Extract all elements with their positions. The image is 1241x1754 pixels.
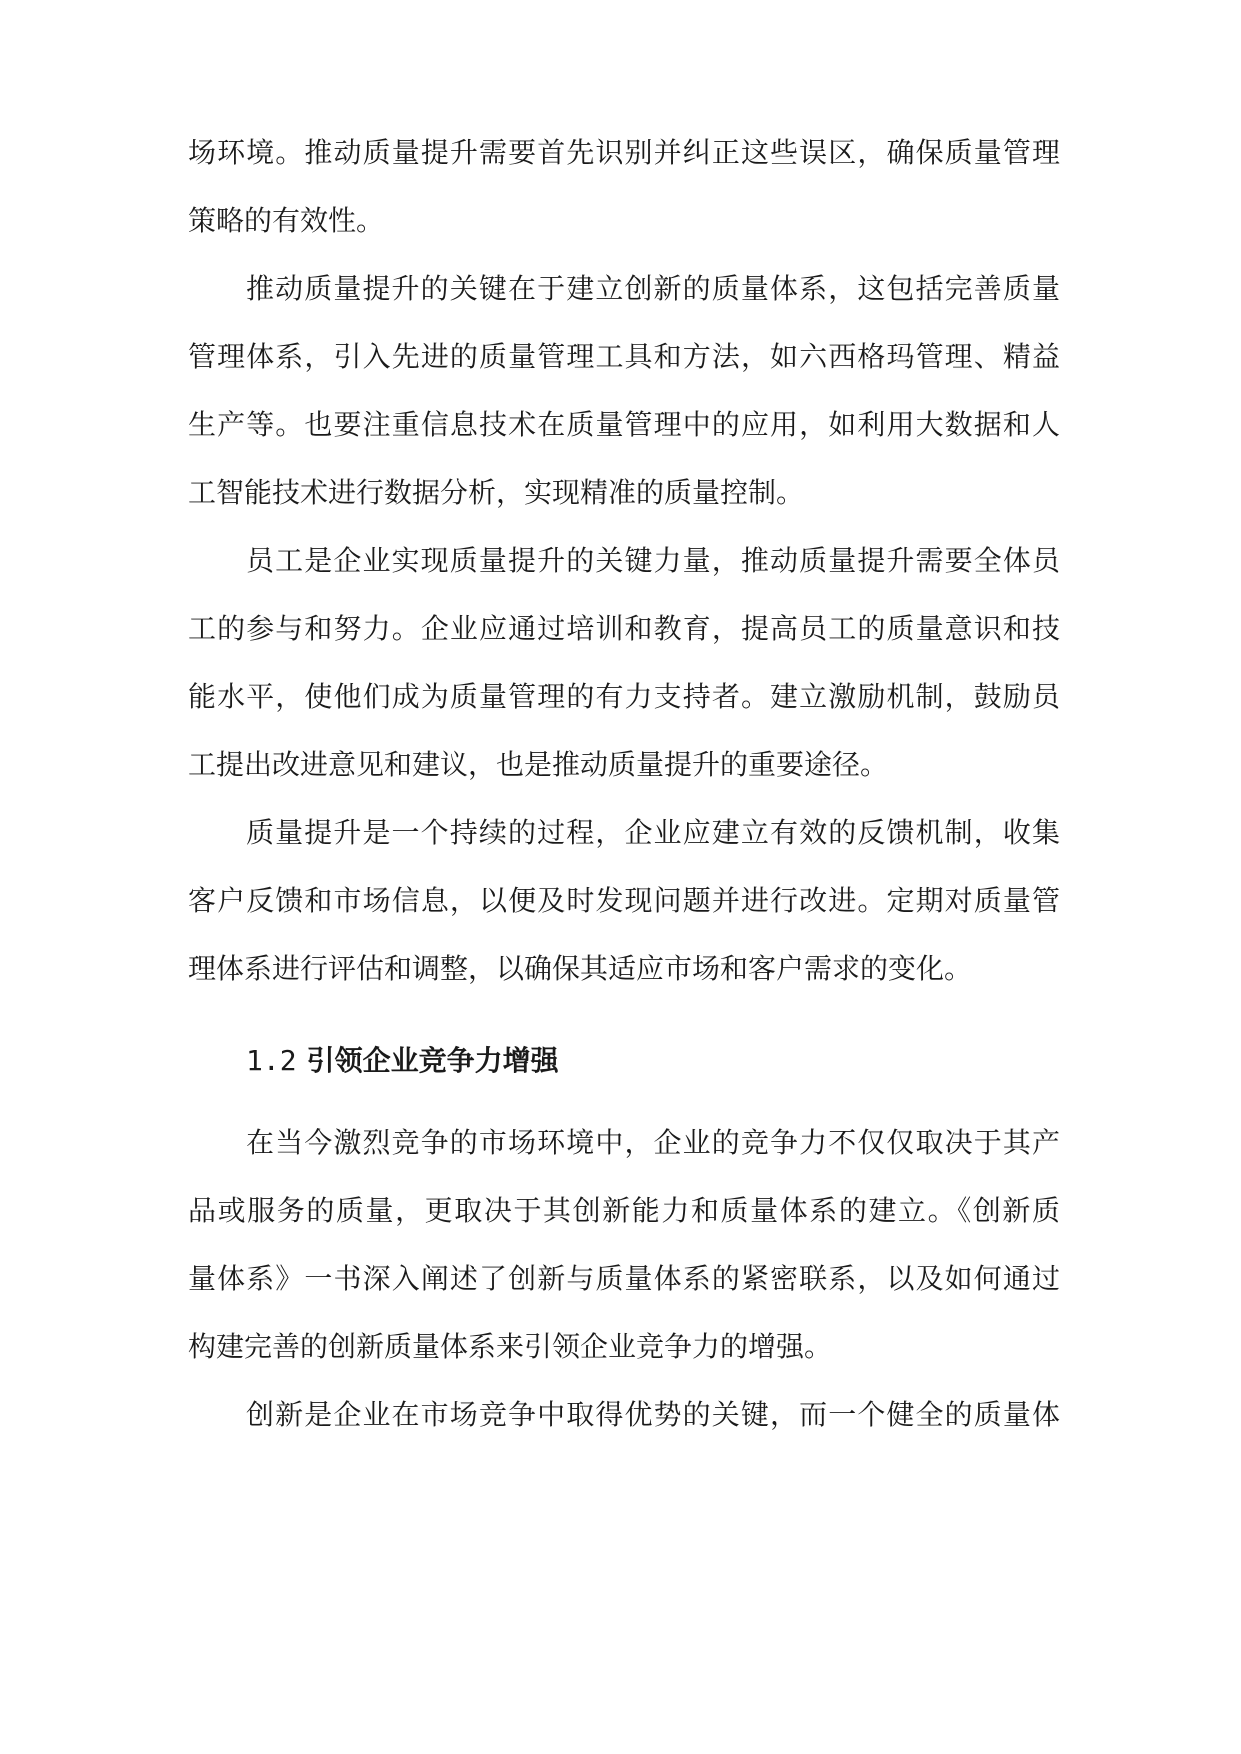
body-text-line: 客户反馈和市场信息，以便及时发现问题并进行改进。定期对质量管 xyxy=(188,884,1060,917)
body-text-line: 生产等。也要注重信息技术在质量管理中的应用，如利用大数据和人 xyxy=(188,408,1060,441)
section-title: 引领企业竞争力增强 xyxy=(306,1044,559,1077)
body-text-line: 在当今激烈竞争的市场环境中，企业的竞争力不仅仅取决于其产 xyxy=(246,1126,1060,1159)
body-text-line: 能水平，使他们成为质量管理的有力支持者。建立激励机制，鼓励员 xyxy=(188,680,1060,713)
body-text-line: 场环境。推动质量提升需要首先识别并纠正这些误区，确保质量管理 xyxy=(188,136,1060,169)
body-text-line: 工提出改进意见和建议，也是推动质量提升的重要途径。 xyxy=(188,748,889,781)
section-heading xyxy=(246,1036,1060,1086)
body-text-line: 策略的有效性。 xyxy=(188,204,385,237)
section-number: 1.2 xyxy=(246,1044,297,1077)
body-text-line: 管理体系，引入先进的质量管理工具和方法，如六西格玛管理、精益 xyxy=(188,340,1060,373)
body-text-line: 工的参与和努力。企业应通过培训和教育，提高员工的质量意识和技 xyxy=(188,612,1060,645)
body-text-line: 构建完善的创新质量体系来引领企业竞争力的增强。 xyxy=(188,1330,833,1363)
body-text-line: 创新是企业在市场竞争中取得优势的关键，而一个健全的质量体 xyxy=(246,1398,1060,1431)
body-text-line: 质量提升是一个持续的过程，企业应建立有效的反馈机制，收集 xyxy=(246,816,1060,849)
body-text-line: 品或服务的质量，更取决于其创新能力和质量体系的建立。《创新质 xyxy=(188,1194,1060,1227)
body-text-line: 员工是企业实现质量提升的关键力量，推动质量提升需要全体员 xyxy=(246,544,1060,577)
body-text-line: 推动质量提升的关键在于建立创新的质量体系，这包括完善质量 xyxy=(246,272,1060,305)
body-text-line: 工智能技术进行数据分析，实现精准的质量控制。 xyxy=(188,476,805,509)
body-text-line: 量体系》一书深入阐述了创新与质量体系的紧密联系，以及如何通过 xyxy=(188,1262,1060,1295)
body-text-line: 理体系进行评估和调整，以确保其适应市场和客户需求的变化。 xyxy=(188,952,973,985)
